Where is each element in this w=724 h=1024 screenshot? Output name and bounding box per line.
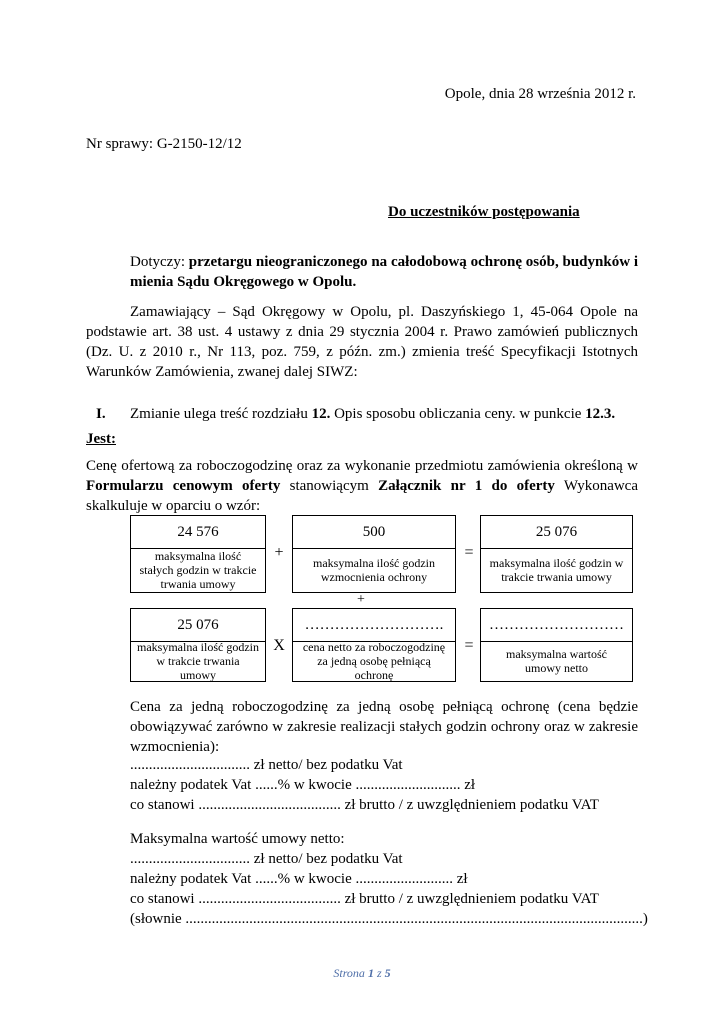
section-text-b: Opis sposobu obliczania ceny. w punkcie xyxy=(330,406,586,422)
addressee: Do uczestników postępowania xyxy=(388,204,580,220)
case-number: Nr sprawy: G-2150-12/12 xyxy=(86,136,242,152)
formula1-value-3: 25 076 xyxy=(481,516,632,549)
max-value-line-1: ................................ zł netto/ bez podatku Vat xyxy=(130,851,403,867)
price-attachment: Załącznik nr 1 do oferty xyxy=(378,478,555,494)
formula1-op-plus: + xyxy=(274,544,284,561)
formula2-label-2: cena netto za roboczogodzinę za jedną osobę pełniącą ochronę xyxy=(302,640,446,682)
section-text xyxy=(130,406,615,423)
formula2-value-2: ………………………. xyxy=(293,609,455,642)
section-text-a: Zmianie ulega treść rozdziału xyxy=(130,406,312,422)
max-value-title: Maksymalna wartość umowy netto: xyxy=(130,831,345,847)
formula2-label-3: maksymalna wartość umowy netto xyxy=(506,647,607,675)
price-form-name: Formularzu cenowym oferty xyxy=(86,478,281,494)
formula1-value-2: 500 xyxy=(293,516,455,549)
formula2-cell-2 xyxy=(292,608,456,682)
hour-price-line-3: co stanowi ...................................... zł brutto / z uwzględnieniem podatku VAT xyxy=(130,797,599,813)
footer-page: 1 xyxy=(367,966,374,980)
section-chapter: 12. xyxy=(311,406,331,422)
intro-paragraph: Zamawiający – Sąd Okręgowy w Opolu, pl. Daszyńskiego 1, 45-064 Opole na podstawie art. 38 ust. 4 ustawy z dnia 29 stycznia 2004 r. Prawo zamówień publicznych (Dz. U. z 2010 r., Nr 113, poz. 759, z późn. zm.) zmienia treść Specyfikacji Istotnych Warunków Zamówienia, zwanej dalej SIWZ: xyxy=(86,304,638,380)
section-numeral: I. xyxy=(96,406,106,422)
hour-price-intro: Cena za jedną roboczogodzinę za jedną osobę pełniącą ochronę (cena będzie obowiązywać zarówno w zakresie realizacji stałych godzin ochrony oraz w zakresie wzmocnienia): xyxy=(130,699,638,755)
footer-word: Strona xyxy=(333,966,365,980)
price-paragraph xyxy=(86,456,638,516)
subject xyxy=(130,252,638,292)
formula1-value-1: 24 576 xyxy=(131,516,265,549)
max-value-line-3: co stanowi ...................................... zł brutto / z uwzględnieniem podatku VAT xyxy=(130,891,599,907)
place-date: Opole, dnia 28 września 2012 r. xyxy=(444,86,636,102)
formula2-op-equals: = xyxy=(464,637,474,654)
subject-text: przetargu nieograniczonego na całodobową ochronę osób, budynków i mienia Sądu Okręgowego w Opolu. xyxy=(130,254,638,290)
price-text-e: Wykonawca skalkuluje w oparciu o wzór: xyxy=(86,478,638,514)
formula1-cell-1 xyxy=(130,515,266,593)
page-footer xyxy=(0,966,724,981)
formula-plus-between: + xyxy=(357,592,365,607)
subject-prefix: Dotyczy: xyxy=(130,254,189,270)
formula2-label-1: maksymalna ilość godzin w trakcie trwania umowy xyxy=(137,640,259,682)
hour-price-line-2: należny podatek Vat ......% w kwocie ............................ zł xyxy=(130,777,476,793)
max-value-line-2: należny podatek Vat ......% w kwocie .......................... zł xyxy=(130,871,468,887)
formula2-value-1: 25 076 xyxy=(131,609,265,642)
formula2-value-3: ……………………… xyxy=(481,609,632,642)
section-point: 12.3. xyxy=(585,406,616,422)
formula1-label-3: maksymalna ilość godzin w trakcie trwania umowy xyxy=(489,556,624,584)
price-text-a: Cenę ofertową za roboczogodzinę oraz za wykonanie przedmiotu zamówienia określoną w xyxy=(86,458,638,474)
formula1-cell-2 xyxy=(292,515,456,593)
formula1-label-1: maksymalna ilość stałych godzin w trakcie trwania umowy xyxy=(139,549,257,591)
price-text-c: stanowiącym xyxy=(280,478,379,494)
formula1-op-equals: = xyxy=(464,544,474,561)
formula1-cell-3 xyxy=(480,515,633,593)
jest-label: Jest: xyxy=(86,431,116,447)
formula2-cell-3 xyxy=(480,608,633,682)
formula2-cell-1 xyxy=(130,608,266,682)
formula1-label-2: maksymalna ilość godzin wzmocnienia ochrony xyxy=(313,556,435,584)
hour-price-line-1: ................................ zł netto/ bez podatku Vat xyxy=(130,757,403,773)
max-value-line-4: (słownie ..........................................................................................................................) xyxy=(130,911,648,927)
formula2-op-multiply: X xyxy=(273,637,285,654)
footer-of: z xyxy=(376,966,382,980)
footer-total: 5 xyxy=(384,966,391,980)
